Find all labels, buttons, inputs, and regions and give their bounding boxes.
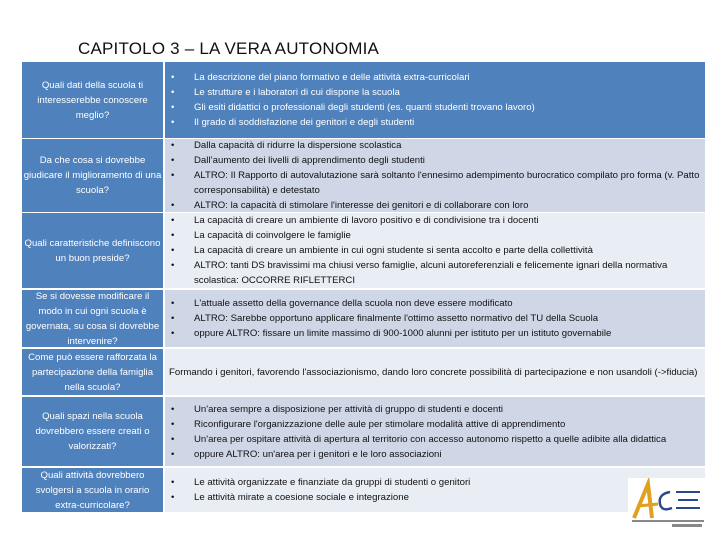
table-row [22,397,705,466]
question-cell: Quali spazi nella scuola dovrebbero essere creati o valorizzati? [22,397,163,466]
question-cell: Quali attività dovrebbero svolgersi a scuola in orario extra-curricolare? [22,468,163,512]
list-item: • oppure ALTRO: un'area per i genitori e le loro associazioni [169,447,701,462]
list-item: • La descrizione del piano formativo e delle attività extra-curricolari [169,70,701,85]
list-item: • Le attività mirate a coesione sociale e integrazione [169,490,701,505]
answer-cell [165,139,705,212]
list-item: • ALTRO: la capacità di stimolare l'interesse dei genitori e di collaborare con loro [169,198,701,213]
list-item: • Il grado di soddisfazione dei genitori e degli studenti [169,115,701,130]
question-cell: Come può essere rafforzata la partecipazione della famiglia nella scuola? [22,349,163,395]
table-row [22,62,705,138]
question-cell: Se si dovesse modificare il modo in cui ogni scuola è governata, su cosa si dovrebbe intervenire? [22,290,163,347]
list-item: • Dalla capacità di ridurre la dispersione scolastica [169,138,701,153]
answer-cell [165,290,705,347]
list-item: • ALTRO: tanti DS bravissimi ma chiusi verso famiglie, alcuni autoreferenziali e felicemente ignari della normativa scolastica: OCCORRE RIFLETTERCI [169,258,701,288]
list-item: • ALTRO: Sarebbe opportuno applicare finalmente l'ottimo assetto normativo del TU della Scuola [169,311,701,326]
list-item: • La capacità di creare un ambiente di lavoro positivo e di condivisione tra i docenti [169,213,701,228]
list-item: • Le attività organizzate e finanziate da gruppi di studenti o genitori [169,475,701,490]
slide-title: CAPITOLO 3 – LA VERA AUTONOMIA [78,39,380,58]
list-item: • ALTRO: Il Rapporto di autovalutazione sarà soltanto l'ennesimo adempimento burocratico compilato pro forma (v. Patto corresponsabilità) e detestato [169,168,701,198]
list-item: • Un'area sempre a disposizione per attività di gruppo di studenti e docenti [169,402,701,417]
list-item: • Gli esiti didattici o professionali degli studenti (es. quanti studenti trovano lavoro) [169,100,701,115]
list-item: • oppure ALTRO: fissare un limite massimo di 900-1000 alunni per istituto per un istituto governabile [169,326,701,341]
answer-cell: Formando i genitori, favorendo l'associazionismo, dando loro concrete possibilità di partecipazione e non usandoli (->fiducia) [165,349,705,395]
question-cell: Quali dati della scuola ti interesserebbe conoscere meglio? [22,62,163,138]
age-logo [628,478,708,530]
answer-cell [165,62,705,138]
answer-cell [165,213,705,288]
table-row [22,213,705,288]
list-item: • La capacità di coinvolgere le famiglie [169,228,701,243]
table-row [22,290,705,347]
list-item: • Le strutture e i laboratori di cui dispone la scuola [169,85,701,100]
list-item: • Dall’aumento dei livelli di apprendimento degli studenti [169,153,701,168]
list-item: • La capacità di creare un ambiente in cui ogni studente si senta accolto e parte della collettività [169,243,701,258]
answer-cell [165,397,705,466]
table-row [22,139,705,212]
list-item: • Un'area per ospitare attività di apertura al territorio con accesso autonomo rispetto a quelle adibite alla didattica [169,432,701,447]
list-item: • L'attuale assetto della governance della scuola non deve essere modificato [169,296,701,311]
question-cell: Da che cosa si dovrebbe giudicare il miglioramento di una scuola? [22,139,163,212]
question-cell: Quali caratteristiche definiscono un buon preside? [22,213,163,288]
answer-cell [165,468,705,512]
table-row [22,468,705,512]
table-row [22,349,705,395]
list-item: • Riconfigurare l'organizzazione delle aule per stimolare modalità attive di apprendimento [169,417,701,432]
